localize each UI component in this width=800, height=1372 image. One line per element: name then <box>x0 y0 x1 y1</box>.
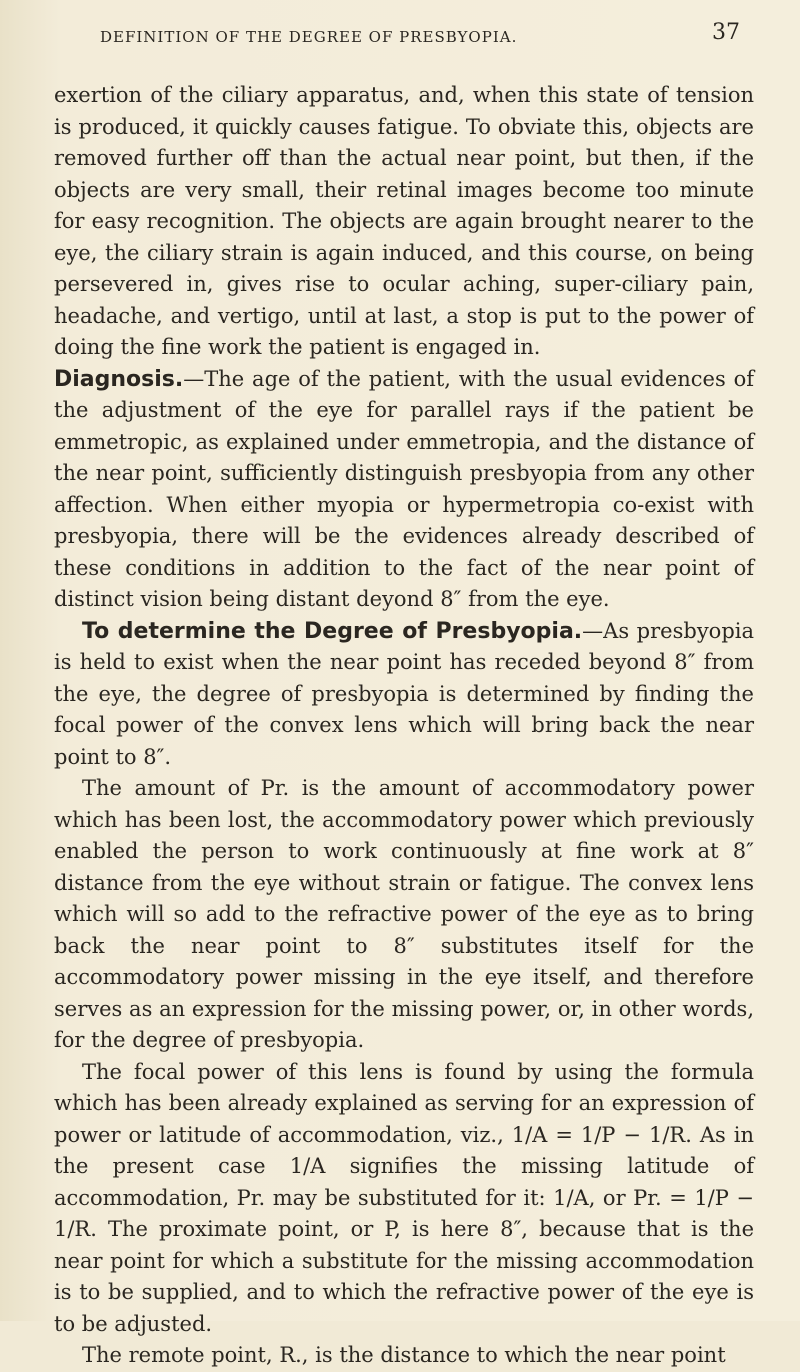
paragraph-focal-power: The focal power of this lens is found by using the formula which has been already explained as serving for an expression of power or latitude of accommodation, viz., 1/A = 1/P − 1/R. As in the present case 1/A signifies the missing latitude of accommodation, Pr. may be substituted for it: 1/A, or Pr. = 1/P − 1/R. The proximate point, or P, is here 8″, because that is the near point for which a substitute for the missing accommodation is to be supplied, and to which the refractive power of the eye is to be adjusted. <box>54 1059 754 1336</box>
paragraph-exertion: exertion of the ciliary apparatus, and, when this state of tension is produced, it quickly causes fatigue. To obviate this, objects are removed further off than the actual near point, but then, if the objects are very small, their retinal images become too minute for easy recognition. The objects are again brought nearer to the eye, the ciliary strain is again induced, and this course, on being persevered in, gives rise to ocular aching, super-ciliary pain, headache, and vertigo, until at last, a stop is put to the power of doing the fine work the patient is engaged in. <box>54 83 754 359</box>
heading-diagnosis: Diagnosis. <box>54 366 184 392</box>
paragraph-diagnosis <box>54 364 754 616</box>
paragraph-determine <box>54 616 754 774</box>
page-header <box>100 20 740 56</box>
running-head: DEFINITION OF THE DEGREE OF PRESBYOPIA. <box>100 28 518 46</box>
paragraph-remote-point: The remote point, R., is the distance to which the near point <box>82 1343 726 1367</box>
diagnosis-text: —The age of the patient, with the usual evidences of the adjustment of the eye for parallel rays if the patient be emmetropic, as explained under emmetropia, and the distance of the near point, sufficiently distinguish presbyopia from any other affection. When either myopia or hypermetropia co-exist with presbyopia, there will be the evidences already described of these conditions in addition to the fact of the near point of distinct vision being distant deyond 8″ from the eye. <box>54 366 754 611</box>
paragraph-amount: The amount of Pr. is the amount of accommodatory power which has been lost, the accommodatory power which previously enabled the person to work continuously at fine work at 8″ distance from the eye without strain or fatigue. The convex lens which will so add to the refractive power of the eye as to bring back the near point to 8″ substitutes itself for the accommodatory power missing in the eye itself, and therefore serves as an expression for the missing power, or, in other words, for the degree of presbyopia. <box>54 776 754 1052</box>
heading-determine-degree: To determine the Degree of Presbyopia. <box>82 618 583 644</box>
determine-text: —As presbyopia is held to exist when the near point has receded beyond 8″ from the eye, the degree of presbyopia is determined by finding the focal power of the convex lens which will bring back the near point to 8″. <box>54 618 755 769</box>
body-text <box>54 80 754 1372</box>
page-number: 37 <box>712 20 740 45</box>
